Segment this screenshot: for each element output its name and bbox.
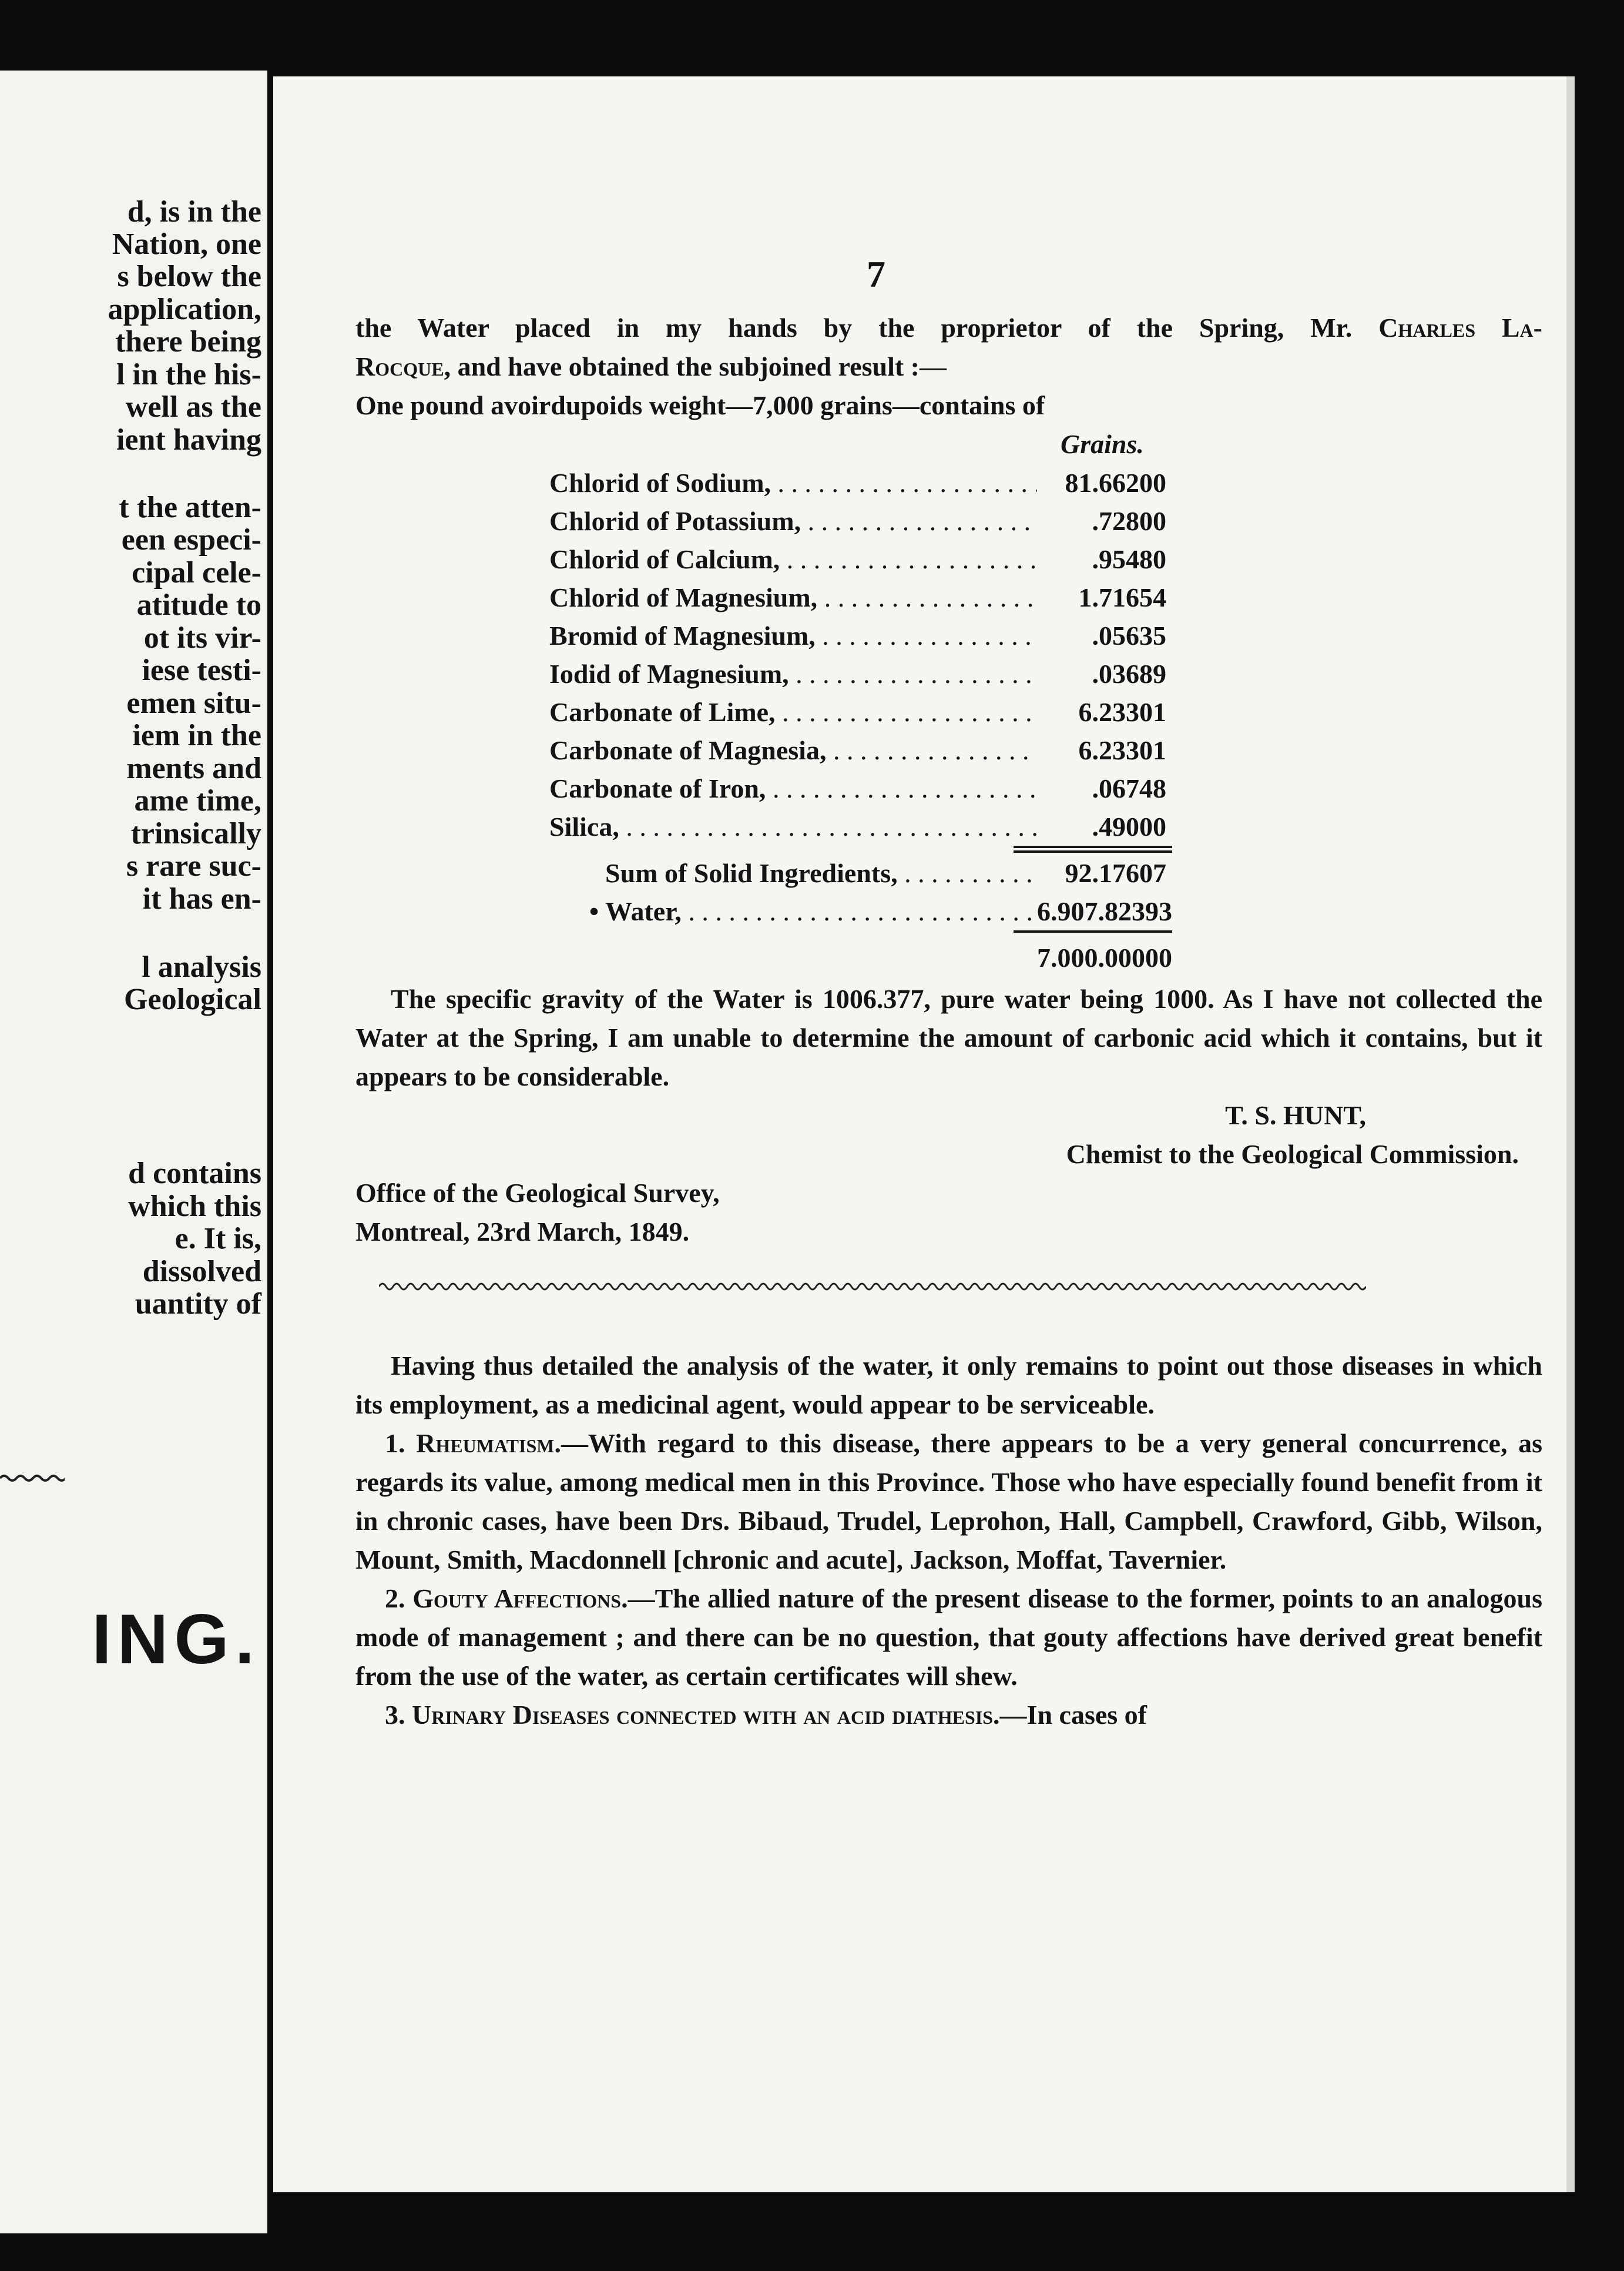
ingredient-value: .03689 — [1092, 659, 1166, 689]
left-page-heading: ING. — [92, 1600, 260, 1679]
ingredient-row — [355, 464, 1542, 502]
sum-row — [355, 854, 1542, 892]
left-page-line: dissolved — [142, 1255, 261, 1288]
disease-item: 3. Urinary Diseases connected with an acid diathesis.—In cases of — [385, 1700, 1147, 1730]
intro-line-1: the Water placed in my hands by the proprietor of the Spring, Mr. Charles La- — [355, 313, 1542, 343]
ingredient-row — [355, 502, 1542, 540]
office-line-1: Office of the Geological Survey, — [355, 1178, 720, 1208]
ingredient-name: Silica, . . . — [549, 808, 1037, 846]
ingredient-value: .05635 — [1092, 621, 1166, 651]
left-page-line: iese testi- — [142, 654, 261, 687]
left-page-line: ot its vir- — [143, 621, 261, 655]
left-page-line: it has en- — [142, 882, 261, 916]
ingredient-row — [355, 769, 1542, 808]
left-page-wavy-rule — [0, 1472, 65, 1484]
water-value: 6.907.82393 — [1037, 896, 1172, 926]
sum-label: Sum of Solid Ingredients, . . . — [605, 854, 1037, 892]
left-page-line: d contains — [128, 1157, 261, 1190]
ingredient-name: Carbonate of Iron, . . . — [549, 769, 1037, 808]
left-page-line: ient having — [116, 423, 261, 457]
left-page-line: well as the — [125, 390, 261, 424]
left-page-line: e. It is, — [175, 1222, 261, 1255]
left-page-line: Geological — [124, 983, 261, 1016]
ingredient-name: Iodid of Magnesium, . . . — [549, 655, 1037, 693]
ingredient-name: Bromid of Magnesium, . . . — [549, 617, 1037, 655]
left-page-line: ments and — [126, 752, 261, 785]
ingredient-value: 1.71654 — [1078, 582, 1166, 612]
left-page-line: there being — [115, 325, 261, 359]
sum-value: 92.17607 — [1065, 858, 1166, 888]
left-page-line: l analysis — [142, 950, 261, 984]
left-page-line: Nation, one — [112, 227, 261, 261]
ingredient-row — [355, 540, 1542, 578]
disease-title: Gouty Affections. — [412, 1583, 628, 1613]
ingredient-row — [355, 808, 1542, 846]
ingredients-table — [355, 464, 1542, 846]
left-page-line: which this — [128, 1190, 261, 1223]
water-row: • Water, . . . 6.907.82393 — [355, 892, 1542, 930]
left-page-line: s below the — [117, 260, 261, 293]
ingredient-value: 6.23301 — [1078, 735, 1166, 765]
total-row — [355, 939, 1542, 980]
ingredient-name: Chlorid of Magnesium, . . . — [549, 578, 1037, 617]
left-page-line: emen situ- — [126, 686, 261, 720]
grains-column-header: Grains. — [1061, 429, 1144, 459]
left-page-line: s rare suc- — [126, 849, 261, 883]
ingredient-row — [355, 693, 1542, 731]
left-page-line: atitude to — [136, 588, 261, 622]
total-value: 7.000.00000 — [1037, 943, 1172, 973]
ingredient-name: Chlorid of Potassium, . . . — [549, 502, 1037, 540]
signature-name: T. S. HUNT, — [1225, 1100, 1366, 1130]
book-gutter — [267, 0, 273, 2271]
ingredient-value: .06748 — [1092, 773, 1166, 803]
ingredient-value: 81.66200 — [1065, 468, 1166, 498]
signature-title: Chemist to the Geological Commission. — [1066, 1139, 1519, 1169]
left-page-line: l in the his- — [116, 358, 261, 391]
left-page-line: ame time, — [134, 784, 261, 818]
disease-title: Urinary Diseases connected with an acid diathesis. — [412, 1700, 1000, 1730]
office-line-2: Montreal, 23rd March, 1849. — [355, 1217, 690, 1247]
ingredient-row — [355, 617, 1542, 655]
table-double-rule — [355, 846, 1542, 854]
page-number: 7 — [867, 253, 885, 295]
left-page-line: iem in the — [132, 719, 261, 752]
ingredient-name: Chlorid of Sodium, . . . — [549, 464, 1037, 502]
left-page-line: t the atten- — [119, 491, 261, 524]
left-page-line: application, — [108, 293, 261, 326]
gravity-paragraph: The specific gravity of the Water is 1006.377, pure water being 1000. As I have not collected the Water at the Spring, I am unable to determine the amount of carbonic acid which it contains, but it appears to be considerable. — [355, 984, 1542, 1091]
total-rule — [355, 930, 1542, 939]
left-page-fragment — [0, 71, 267, 2233]
ingredient-row — [355, 578, 1542, 617]
ingredient-name: Carbonate of Lime, . . . — [549, 693, 1037, 731]
disease-title: Rheumatism. — [416, 1428, 561, 1458]
ingredient-name: Carbonate of Magnesia, . . . — [549, 731, 1037, 769]
left-page-line: cipal cele- — [132, 556, 261, 589]
wavy-separator — [379, 1279, 1366, 1294]
page-content — [355, 309, 1542, 1734]
ingredient-row — [355, 731, 1542, 769]
ingredient-value: 6.23301 — [1078, 697, 1166, 727]
ingredient-value: .49000 — [1092, 812, 1166, 842]
right-page — [273, 76, 1575, 2192]
left-page-line: uantity of — [135, 1287, 261, 1321]
pound-line: One pound avoirdupoids weight—7,000 grains—contains of — [355, 390, 1045, 420]
ingredient-value: .72800 — [1092, 506, 1166, 536]
left-page-line: een especi- — [121, 523, 261, 557]
disease-list — [355, 1424, 1542, 1734]
intro-line-2: Rocque, and have obtained the subjoined result :— — [355, 351, 947, 381]
water-label: Water, . . . — [605, 892, 1037, 930]
table-header — [355, 425, 1542, 464]
disease-item: 2. Gouty Affections.—The allied nature of the present disease to the former, points to an analogous mode of management ; and there can be no question, that gouty affections have derived great benefit from the use of the water, as certain certificates will shew. — [355, 1583, 1543, 1691]
left-page-line: trinsically — [130, 817, 261, 850]
left-page-line: d, is in the — [127, 195, 261, 229]
ingredient-name: Chlorid of Calcium, . . . — [549, 540, 1037, 578]
page-edge — [1566, 76, 1575, 2192]
ingredient-value: .95480 — [1092, 544, 1166, 574]
diseases-intro: Having thus detailed the analysis of the water, it only remains to point out those diseases in which its employment, as a medicinal agent, would appear to be serviceable. — [355, 1351, 1542, 1419]
disease-item: 1. Rheumatism.—With regard to this disease, there appears to be a very general concurrence, as regards its value, among medical men in this Province. Those who have especially found benefit from it in chronic cases, have been Drs. Bibaud, Trudel, Leprohon, Hall, Campbell, Crawford, Gibb, Wilson, Mount, Smith, Macdonnell [chronic and acute], Jackson, Moffat, Tavernier. — [355, 1428, 1543, 1575]
ingredient-row — [355, 655, 1542, 693]
